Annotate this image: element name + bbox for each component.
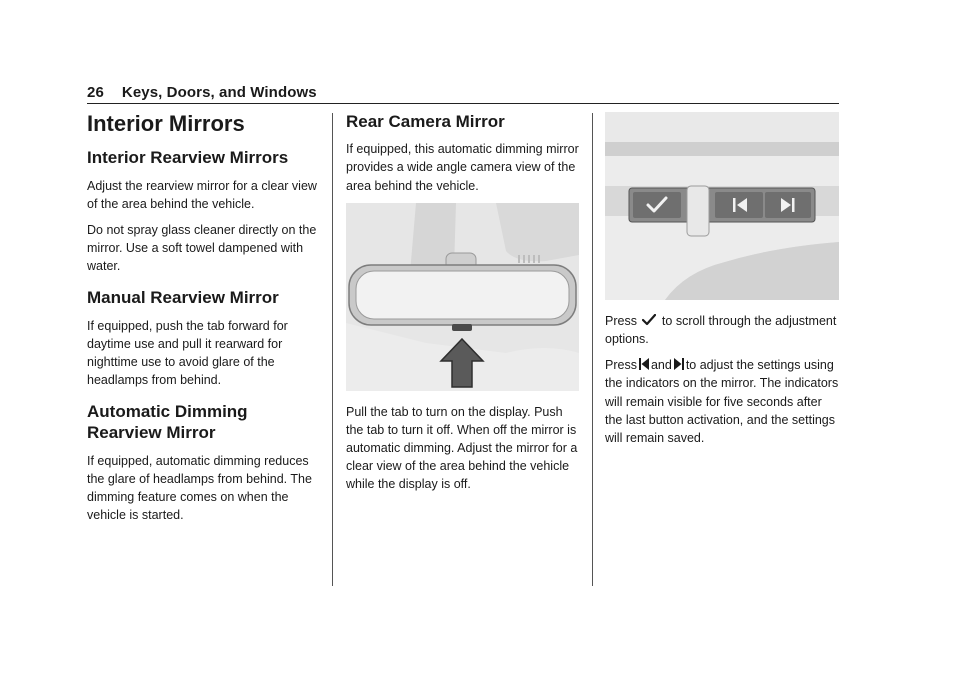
column-3 [605, 111, 839, 455]
section-title: Keys, Doors, and Windows [121, 84, 317, 101]
paragraph: If equipped, automatic dimming reduces the glare of headlamps from behind. The dimming feature comes on when the vehicle is started. [87, 453, 312, 522]
checkmark-icon [642, 314, 656, 326]
skip-next-icon [674, 358, 684, 370]
running-header [87, 84, 317, 101]
paragraph: Do not spray glass cleaner directly on the mirror. Use a soft towel dampened with water. [87, 222, 317, 274]
column-divider-2 [592, 113, 593, 586]
text-fragment: to scroll through the adjustment options. [605, 314, 837, 347]
heading-automatic-dimming-rearview-mirror: Automatic Dimming Rearview Mirror [87, 402, 248, 443]
skip-previous-icon [639, 358, 649, 370]
mirror-buttons-illustration [605, 112, 839, 300]
paragraph: Adjust the rearview mirror for a clear view of the area behind the vehicle. [87, 178, 317, 211]
paragraph: If equipped, this automatic dimming mirror provides a wide angle camera view of the area behind the vehicle. [346, 142, 579, 193]
paragraph [605, 356, 839, 447]
column-1 [87, 111, 323, 532]
page-number: 26 [87, 84, 104, 101]
column-divider-1 [332, 113, 333, 586]
column-2 [346, 111, 579, 501]
heading-rear-camera-mirror: Rear Camera Mirror [346, 112, 505, 131]
text-fragment: to adjust the settings using the indicators on the mirror. The indicators will remain visible for five seconds after the last button activation, and the settings will remain saved. [605, 358, 839, 445]
text-fragment: Press [605, 314, 637, 328]
paragraph [605, 312, 839, 348]
rear-camera-mirror-illustration [346, 203, 579, 391]
header-rule [87, 103, 839, 104]
heading-manual-rearview-mirror: Manual Rearview Mirror [87, 288, 279, 308]
paragraph: If equipped, push the tab forward for daytime use and pull it rearward for nighttime use to avoid glare of the headlamps from behind. [87, 318, 288, 387]
text-fragment: Press [605, 358, 637, 373]
heading-interior-rearview-mirrors: Interior Rearview Mirrors [87, 148, 289, 168]
text-fragment: and [650, 358, 672, 373]
page-title: Interior Mirrors [87, 111, 245, 136]
paragraph: Pull the tab to turn on the display. Push the tab to turn it off. When off the mirror is automatic dimming. Adjust the mirror for a clear view of the area behind the vehicle while the display is off. [346, 404, 578, 492]
